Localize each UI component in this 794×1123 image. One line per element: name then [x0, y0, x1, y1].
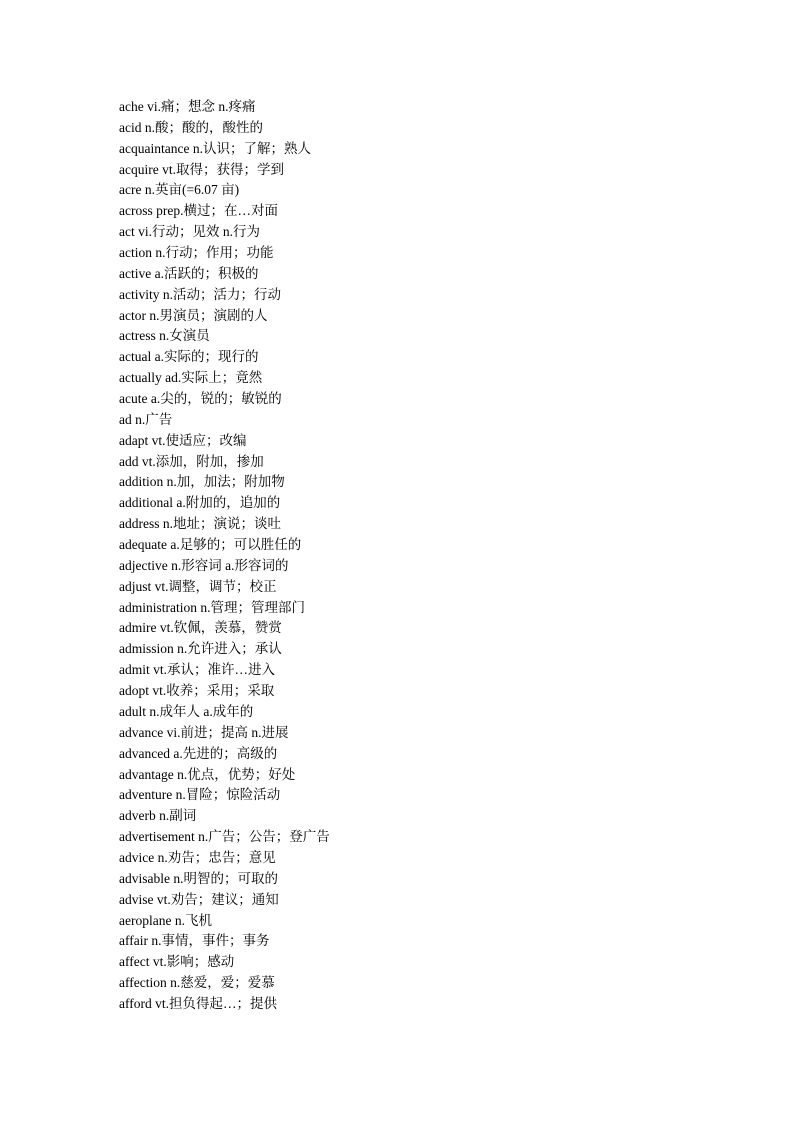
- list-item: administration n.管理；管理部门: [119, 599, 305, 615]
- list-item: acid n.酸；酸的，酸性的: [119, 119, 263, 135]
- list-item: acquaintance n.认识；了解；熟人: [119, 140, 311, 156]
- list-item: acquire vt.取得；获得；学到: [119, 161, 284, 177]
- list-item: adopt vt.收养；采用；采取: [119, 683, 275, 699]
- list-item: adjust vt.调整，调节；校正: [119, 578, 277, 594]
- list-item: admire vt.钦佩，羡慕，赞赏: [119, 620, 282, 636]
- list-item: advanced a.先进的；高级的: [119, 745, 278, 761]
- list-item: advisable n.明智的；可取的: [119, 870, 278, 886]
- list-item: additional a.附加的，追加的: [119, 495, 281, 511]
- list-item: acute a.尖的，锐的；敏锐的: [119, 391, 282, 407]
- list-item: advance vi.前进；提高 n.进展: [119, 724, 289, 740]
- list-item: ache vi.痛；想念 n.疼痛: [119, 99, 256, 114]
- list-item: adverb n.副词: [119, 808, 197, 824]
- list-item: adapt vt.使适应；改编: [119, 432, 247, 448]
- list-item: adjective n.形容词 a.形容词的: [119, 557, 289, 573]
- list-item: actually ad.实际上；竟然: [119, 370, 263, 386]
- list-item: active a.活跃的；积极的: [119, 265, 259, 281]
- list-item: activity n.活动；活力；行动: [119, 286, 281, 302]
- list-item: addition n.加，加法；附加物: [119, 474, 285, 490]
- list-item: advantage n.优点，优势；好处: [119, 766, 296, 782]
- list-item: address n.地址；演说；谈吐: [119, 516, 281, 532]
- list-item: aeroplane n.飞机: [119, 912, 212, 928]
- list-item: add vt.添加，附加，掺加: [119, 453, 264, 469]
- list-item: across prep.横过；在…对面: [119, 203, 278, 219]
- list-item: actual a.实际的；现行的: [119, 349, 259, 365]
- list-item: admission n.允许进入；承认: [119, 641, 282, 657]
- list-item: adequate a.足够的；可以胜任的: [119, 537, 302, 553]
- list-item: affair n.事情，事件；事务: [119, 933, 270, 949]
- list-item: actor n.男演员；演剧的人: [119, 307, 268, 323]
- vocabulary-list: [119, 97, 330, 1015]
- list-item: acre n.英亩(=6.07 亩): [119, 182, 240, 198]
- list-item: afford vt.担负得起…；提供: [119, 995, 277, 1011]
- list-item: admit vt.承认；准许…进入: [119, 662, 275, 678]
- list-item: act vi.行动；见效 n.行为: [119, 224, 260, 240]
- list-item: affect vt.影响；感动: [119, 954, 235, 970]
- list-item: adventure n.冒险；惊险活动: [119, 787, 281, 803]
- list-item: adult n.成年人 a.成年的: [119, 703, 254, 719]
- list-item: advertisement n.广告；公告；登广告: [119, 829, 330, 845]
- list-item: action n.行动；作用；功能: [119, 245, 274, 261]
- list-item: advice n.劝告；忠告；意见: [119, 849, 276, 865]
- list-item: ad n.广告: [119, 411, 173, 427]
- list-item: advise vt.劝告；建议；通知: [119, 891, 279, 907]
- list-item: affection n.慈爱，爱；爱慕: [119, 975, 275, 991]
- list-item: actress n.女演员: [119, 328, 210, 344]
